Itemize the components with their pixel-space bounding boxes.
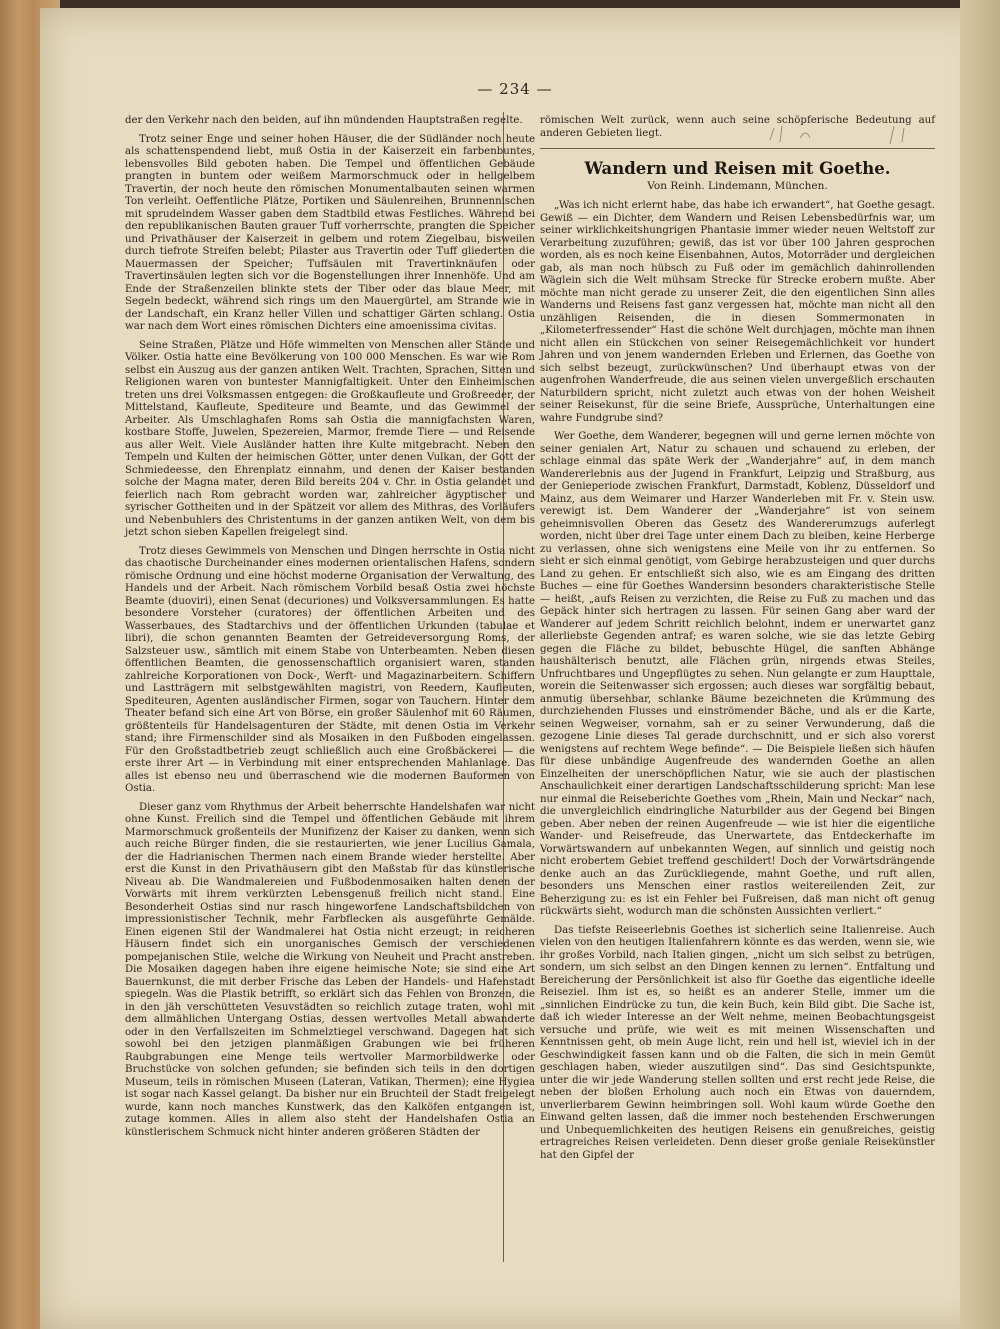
facing-page-edge bbox=[960, 0, 1000, 1329]
right-column bbox=[540, 115, 935, 1168]
article-headline: Wandern und Reisen mit Goethe. bbox=[584, 159, 891, 178]
paragraph: Trotz dieses Gewimmels von Menschen und Dingen herrschte in Ostia nicht das chaotische Durcheinander eines modernen orientalischen Hafens, sondern römische Ordnung und eine höchst moderne Organisation der Verwaltung, des Handels und der Arbeit. Nach römischem Vorbild besaß Ostia zwei höchste Beamte (duoviri), einen Senat (decuriones) und Volksversammlungen. Es hatte besondere Vorsteher (curatores) der öffentlichen Arbeiten und des Wasserbaues, des Stadtarchivs und der öffentlichen Urkunden (tabulae et libri), die schon genannten Beamten der Getreideversorgung Roms, der Salzsteuer usw., sämtlich mit einem Stabe von Unterbeamten. Neben diesen öffentlichen Beamten, die genossenschaftlich organisiert waren, standen zahlreiche Korporationen von Dock-, Werft- und Magazinarbeitern. Schiffern und Lastträgern mit selbstgewählten magistri, von Reedern, Kaufleuten, Spediteuren, Agenten ausländischer Firmen, sogar von Tauchern. Hinter dem Theater befand sich eine Art von Börse, ein großer Säulenhof mit 60 Räumen, größtenteils für Handelsagenturen der Städte, mit denen Ostia im Verkehr stand; ihre Firmenschilder sind als Mosaiken in den Fußboden eingelassen. Für den Großstadtbetrieb zeugt schließlich auch eine Großbäckerei — die erste ihrer Art — in Verbindung mit einer entsprechenden Mahlanlage. Das alles ist ebenso neu und überraschend wie die modernen Bauformen von Ostia. bbox=[125, 545, 535, 794]
paragraph: Trotz seiner Enge und seiner hohen Häuser, die der Südländer noch heute als schattenspendend liebt, muß Ostia in der Kaiserzeit ein farbenbuntes, lebensvolles Bild geboten haben. Die Tempel und öffentlichen Gebäude prangten in buntem oder weißem Marmorschmuck oder in hellgelbem Travertin, der noch heute den römischen Monumentalbauten seinen warmen Ton verleiht. Oeffentliche Plätze, Portiken und Säulenreihen, Brunnennischen mit sprudelndem Wasser gaben dem Stadtbild etwas Festliches. Während bei den republikanischen Bauten grauer Tuff vorherrschte, prangten die Speicher und Privathäuser der Kaiserzeit in gelbem und rotem Ziegelbau, bisweilen durch tiefrote Streifen belebt; Pilaster aus Travertin oder Tuff gliederten die Mauermassen der Speicher; Tuffsäulen mit Travertinknäufen oder Travertinsäulen legten sich vor die Bogenstellungen ihrer Innenhöfe. Und am Ende der Straßenzeilen blinkte stets der Tiber oder das blaue Meer, mit Segeln bedeckt, während sich rings um den Mauergürtel, am Strande wie in der Landschaft, ein Kranz heller Villen und schattiger Gärten schlang. Ostia war nach dem Wort eines römischen Dichters eine amoenissima civitas. bbox=[125, 133, 535, 332]
paragraph: „Was ich nicht erlernt habe, das habe ich erwandert“, hat Goethe gesagt. Gewiß — ein Dichter, dem Wandern und Reisen Lebensbedürfnis war, um seiner wirklichkeitshungrigen Phantasie immer wieder neuen Weltstoff zur Verarbeitung zuzuführen; gewiß, das ist vor über 100 Jahren gesprochen worden, als es noch keine Eisenbahnen, Autos, Motorräder und dergleichen gab, als man noch hübsch zu Fuß oder im gemächlich dahinrollenden Wäglein sich die Welt mühsam Strecke für Strecke erobern mußte. Aber möchte man nicht gerade zu unserer Zeit, die den eigentlichen Sinn alles Wanderns und Reisens fast ganz vergessen hat, möchte man nicht all den unzähligen Reisenden, die in diesen Sommermonaten in „Kilometerfressender“ Hast die schöne Welt durchjagen, möchte man ihnen nicht allen ein Stückchen von seiner Reisegemächlichkeit vor hundert Jahren und von jenem wandernden Erleben und Erlernen, das Goethe von sich selbst bezeugt, zurückwünschen? Und überhaupt etwas von der augenfrohen Wanderfreude, die aus seinen vielen unvergeßlich erschauten Naturbildern spricht, nicht zuletzt auch etwas von der hohen Weisheit seiner Reisekunst, für die seine Briefe, Aussprüche, Unterhaltungen eine wahre Fundgrube sind? bbox=[540, 200, 935, 424]
divider bbox=[540, 148, 935, 149]
paragraph: Das tiefste Reiseerlebnis Goethes ist sicherlich seine Italienreise. Auch vielen von den heutigen Italienfahrern könnte es das werden, wenn sie, wie ihr großes Vorbild, nach Italien gingen, „nicht um sich selbst zu betrügen, sondern, um sich selbst an den Dingen kennen zu lernen“. Entfaltung und Bereicherung der Persönlichkeit ist also für Goethe das eigentliche ideelle Reiseziel. Ihm ist es, so heißt es an anderer Stelle, immer um die „sinnlichen Eindrücke zu tun, die kein Buch, kein Bild gibt. Die Sache ist, daß ich wieder Interesse an der Welt nehme, meinen Beobachtungsgeist versuche und prüfe, wie weit es mit meinen Wissenschaften und Kenntnissen geht, ob mein Auge licht, rein und hell ist, wieviel ich in der Geschwindigkeit fassen kann und ob die Falten, die sich in mein Gemüt geschlagen haben, wieder auszutilgen sind“. Das sind Gesichtspunkte, unter die wir jede Wanderung stellen sollten und erst recht jede Reise, die neben der bloßen Erholung auch noch ein Etwas von dauerndem, unverlierbarem Gewinn heimbringen soll. Wohl kaum würde Goethe den Einwand gelten lassen, daß die immer noch bestehenden Erschwerungen und Unbequemlichkeiten des heutigen Reisens ein genußreiches, geistig ertragreiches Reisen verleideten. Denn dieser große geniale Reisekünstler hat den Gipfel der bbox=[540, 924, 935, 1161]
article-byline: Von Reinh. Lindemann, München. bbox=[647, 179, 828, 192]
page-number: — 234 — bbox=[477, 80, 553, 98]
left-column bbox=[125, 115, 535, 1145]
paragraph: der den Verkehr nach den beiden, auf ihn mündenden Hauptstraßen regelte. bbox=[125, 115, 523, 126]
paragraph: Wer Goethe, dem Wanderer, begegnen will und gerne lernen möchte von seiner genialen Art, Natur zu schauen und schauend zu erleben, der schlage einmal das späte Werk der „Wanderjahre“ auf, in dem manch Wandererlebnis aus der Jugend in Frankfurt, Leipzig und Straßburg, aus der Genieperiode zwischen Frankfurt, Darmstadt, Koblenz, Düsseldorf und Mainz, aus dem Weimarer und Harzer Wanderleben mit Fr. v. Stein usw. verewigt ist. Dem Wanderer der „Wanderjahre“ ist von seinem geheimnisvollen Oberen das Gesetz des Wandererumzugs auferlegt worden, nicht über drei Tage unter einem Dach zu bleiben, keine Herberge zu verlassen, ohne sich wenigstens eine Meile von ihr zu entfernen. So sieht er sich einmal genötigt, vom Gebirge herabzusteigen und quer durchs Land zu gehen. Er entschließt sich also, wie es am Eingang des dritten Buches — eine für Goethes Wandersinn besonders charakteristische Stelle — heißt, „aufs Reisen zu verzichten, die Reise zu Fuß zu machen und das Gepäck hinter sich hertragen zu lassen. Für seinen Gang aber ward der Wanderer auf jedem Schritt reichlich belohnt, indem er unerwartet ganz allerliebste Gegenden antraf; es waren solche, wie sie das letzte Gebirg gegen die Fläche zu bildet, bebuschte Hügel, die sanften Abhänge haushälterisch benutzt, alle Flächen grün, nirgends etwas Steiles, Unfruchtbares und Ungepflügtes zu sehen. Nun gelangte er zum Haupttale, worein die Seitenwasser sich ergossen; auch dieses war sorgfältig bebaut, anmutig übersehbar, schlanke Bäume bezeichneten die Krümmung des durchziehenden Flusses und einströmender Bäche, und als er die Karte, seinen Wegweiser, vornahm, sah er zu seiner Verwunderung, daß die gezogene Linie dieses Tal gerade durchschnitt, und er sich also vorerst wenigstens auf rechtem Wege befinde“. — Die Beispiele ließen sich häufen für diese unbändige Augenfreude des wandernden Goethe an allen Einzelheiten der unerschöpflichen Natur, wie sie auch der plastischen Anschaulichkeit einer derartigen Landschaftsschilderung spricht: Man lese nur einmal die Reiseberichte Goethes vom „Rhein, Main und Neckar“ nach, die unvergleichlich eindringliche Naturbilder aus der Gegend bei Bingen geben. Aber neben der reinen Augenfreude — wie ist hier die eigentliche Wander- und Reisefreude, das Unerwartete, das Entdeckerhafte im Vorwärtswandern auf unbekannten Wegen, auf sinnlich und geistig noch nicht erobertem Gebiet treffend geschildert! Doch der Vorwärtsdrängende denke auch an das Zurückliegende, mahnt Goethe, und ruft allen, besonders uns Menschen einer rastlos weitereilenden Zeit, zur Beherzigung zu: es ist ein Fehler bei Fußreisen, daß man nicht oft genug rückwärts sieht, wodurch man die schönsten Aussichten verliert.“ bbox=[540, 431, 935, 917]
paragraph: Dieser ganz vom Rhythmus der Arbeit beherrschte Handelshafen war nicht ohne Kunst. Freilich sind die Tempel und öffentlichen Gebäude mit ihrem Marmorschmuck großenteils der Munifizenz der Kaiser zu danken, wenn sich auch reiche Bürger finden, die sie restaurierten, wie jener Lucilius Gamala, der die Hadrianischen Thermen nach einem Brande wieder herstellte. Aber erst die Kunst in den Privathäusern gibt den Maßstab für das künstlerische Niveau ab. Die Wandmalereien und Fußbodenmosaiken halten denen der Vorwärts mit ihrem verkürzten Lebensgenuß freilich nicht stand. Eine Besonderheit Ostias sind nur rasch hingeworfene Landschaftsbildchen von impressionistischer Technik, mehr Farbflecken als ausgeführte Gemälde. Einen eigenen Stil der Wandmalerei hat Ostia nicht erzeugt; in reicheren Häusern findet sich ein unorganisches Gemisch der verschiedenen pompejanischen Stile, welche die Wirkung von Neuheit und Pracht anstreben. Die Mosaiken dagegen haben ihre eigene heimische Note; sie sind eine Art Bauernkunst, die mit derber Frische das Leben der Handels- und Hafenstadt spiegeln. Was die Plastik betrifft, so erklärt sich das Fehlen von Bronzen, die in den jäh verschütteten Vesuvstädten so reichlich zutage traten, wohl mit dem allmählichen Untergang Ostias, dessen wertvolles Metall abwanderte oder in den Verfallszeiten im Schmelztiegel verschwand. Dagegen hat sich sowohl bei den jetzigen planmäßigen Grabungen wie bei früheren Raubgrabungen eine Menge teils wertvoller Marmorbildwerke oder Bruchstücke von solchen gefunden; sie befinden sich teils in den dortigen Museum, teils in römischen Museen (Lateran, Vatikan, Thermen); eine Hygiea ist sogar nach Kassel gelangt. Da bisher nur ein Bruchteil der Stadt freigelegt wurde, kann noch manches Kunstwerk, das den Kalköfen entgangen ist, zutage kommen. Alles in allem also steht der Handelshafen Ostia an künstlerischem Schmuck nicht hinter anderen größeren Städten der bbox=[125, 801, 535, 1138]
paragraph: römischen Welt zurück, wenn auch seine schöpferische Bedeutung auf anderen Gebieten liegt. bbox=[540, 115, 935, 139]
paragraph: Seine Straßen, Plätze und Höfe wimmelten von Menschen aller Stände und Völker. Ostia hatte eine Bevölkerung von 100 000 Menschen. Es war wie Rom selbst ein Auszug aus der ganzen antiken Welt. Trachten, Sprachen, Sitten und Religionen waren von buntester Mannigfaltigkeit. Unter den Einheimischen treten uns drei Volksmassen entgegen: die Großkaufleute und Großreeder, der Mittelstand, Kaufleute, Spediteure und Beamte, und das Gewimmel der Arbeiter. Als Umschlaghafen Roms sah Ostia die mannigfachsten Waren, kostbare Stoffe, Juwelen, Spezereien, Marmor, fremde Tiere — und Reisende aus aller Welt. Viele Ausländer hatten ihre Kulte mitgebracht. Neben den Tempeln und Kulten der heimischen Götter, unter denen Vulkan, der Gott der Schmiedeesse, den Ehrenplatz einnahm, und denen der Kaiser bestanden solche der Magna mater, deren Bild bereits 204 v. Chr. in Ostia gelandet und feierlich nach Rom gebracht worden war, zahlreicher ägyptischer und syrischer Gottheiten und in der Spätzeit vor allem des Mithras, des Vorläufers und Nebenbuhlers des Christentums in der ganzen antiken Welt, von dem bis jetzt schon sieben Kapellen freigelegt sind. bbox=[125, 339, 535, 538]
